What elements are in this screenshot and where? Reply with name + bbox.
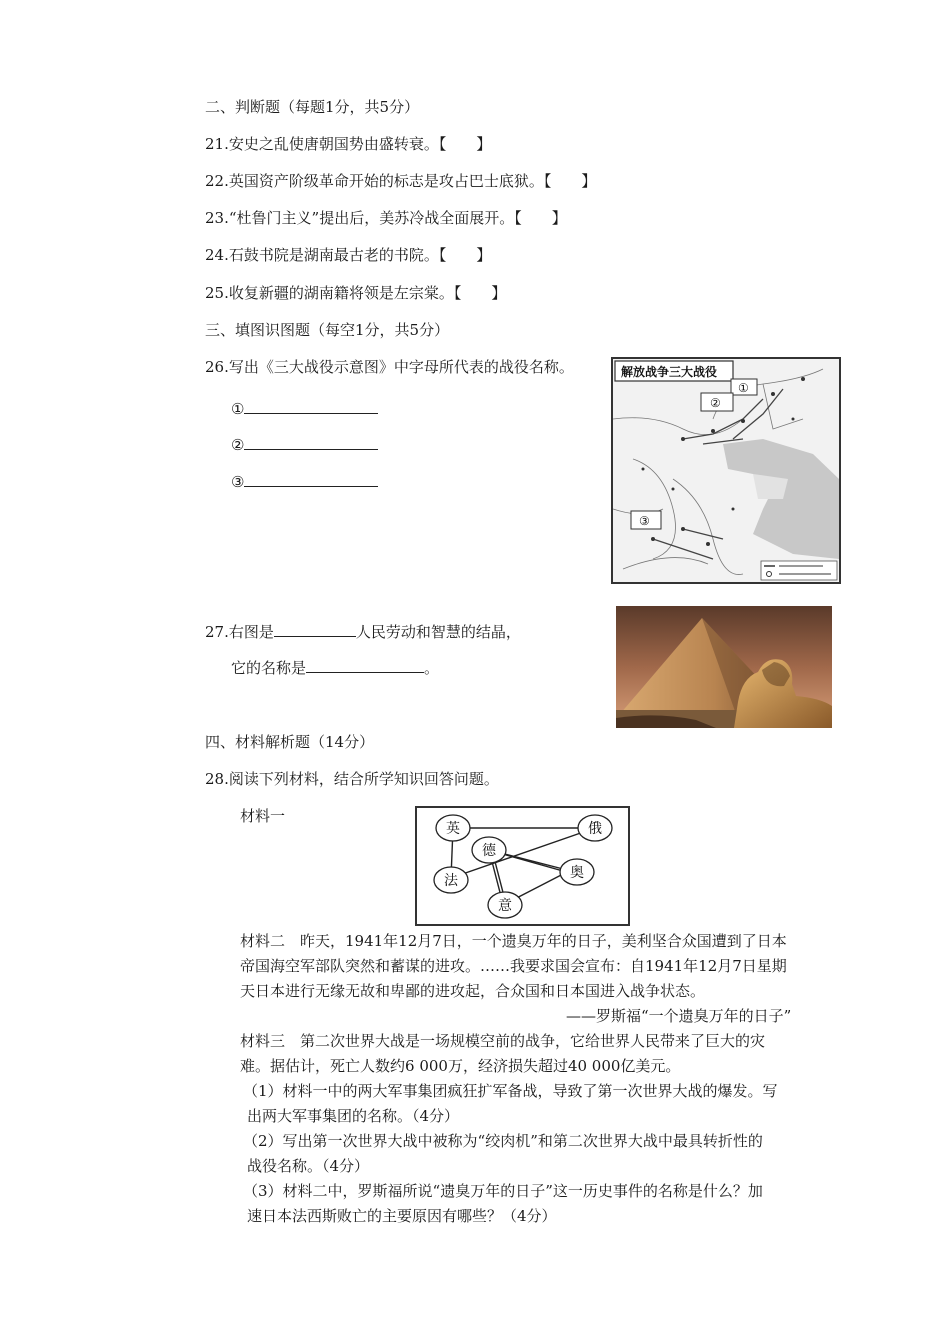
- section-2-heading: 二、判断题（每题1分，共5分）: [205, 98, 420, 116]
- subquestion-1-line-2: 出两大军事集团的名称。（4分）: [247, 1107, 460, 1125]
- section-3-heading: 三、填图识图题（每空1分，共5分）: [205, 321, 450, 339]
- question-27-line2: [231, 656, 439, 678]
- map-label-1: ①: [738, 381, 749, 395]
- alliance-diagram: [415, 806, 630, 926]
- question-27: [205, 620, 521, 642]
- question-23: 23.“杜鲁门主义”提出后，美苏冷战全面展开。【 】: [205, 209, 567, 227]
- q27-line2-suffix: 。: [424, 659, 440, 677]
- material-2-line-2: 帝国海空军部队突然和蓄谋的进攻。……我要求国会宣布：自1941年12月7日星期: [240, 957, 787, 975]
- map-label-3: ③: [639, 514, 650, 528]
- q27-line2-prefix: 它的名称是: [231, 659, 307, 677]
- pyramid-sphinx-photo: [616, 606, 832, 728]
- subquestion-2-line-2: 战役名称。（4分）: [247, 1157, 370, 1175]
- node-france: 法: [444, 873, 458, 889]
- question-21: 21.安史之乱使唐朝国势由盛转衰。【 】: [205, 135, 492, 153]
- question-25: 25.收复新疆的湖南籍将领是左宗棠。【 】: [205, 284, 507, 302]
- section-4-heading: 四、材料解析题（14分）: [205, 733, 375, 751]
- three-campaigns-map: [611, 357, 841, 584]
- map-title: 解放战争三大战役: [621, 365, 718, 379]
- node-italy: 意: [498, 898, 512, 914]
- subquestion-3-line-2: 速日本法西斯败亡的主要原因有哪些？（4分）: [247, 1207, 557, 1225]
- q27-suffix: 人民劳动和智慧的结晶，: [355, 623, 521, 641]
- q27-prefix: 27.右图是: [205, 623, 274, 641]
- blank-3-label: ③: [231, 473, 245, 491]
- material-3-line-1: 材料三 第二次世界大战是一场规模空前的战争，它给世界人民带来了巨大的灾: [240, 1032, 766, 1050]
- material-2-line-3: 天日本进行无缘无故和卑鄙的进攻起，合众国和日本国进入战争状态。: [240, 982, 706, 1000]
- material-2-source: ——罗斯福“一个遗臭万年的日子”: [566, 1007, 792, 1025]
- question-26: 26.写出《三大战役示意图》中字母所代表的战役名称。: [205, 358, 574, 376]
- material-3-line-2: 难。据估计，死亡人数约6 000万，经济损失超过40 000亿美元。: [240, 1057, 681, 1075]
- map-label-2: ②: [710, 396, 721, 410]
- question-22: 22.英国资产阶级革命开始的标志是攻占巴士底狱。【 】: [205, 172, 597, 190]
- subquestion-3-line-1: （3）材料二中，罗斯福所说“遗臭万年的日子”这一历史事件的名称是什么？加: [243, 1182, 763, 1200]
- subquestion-1-line-1: （1）材料一中的两大军事集团疯狂扩军备战，导致了第一次世界大战的爆发。写: [243, 1082, 778, 1100]
- material-2-line-1: 材料二 昨天，1941年12月7日，一个遗臭万年的日子，美利坚合众国遭到了日本: [240, 932, 787, 950]
- node-uk: 英: [446, 821, 460, 837]
- blank-2-label: ②: [231, 436, 245, 454]
- material-1-label: 材料一: [240, 807, 286, 825]
- node-russia: 俄: [588, 821, 602, 837]
- question-28: 28.阅读下列材料，结合所学知识回答问题。: [205, 770, 499, 788]
- q27-blank-people[interactable]: [274, 620, 356, 637]
- blank-1-label: ①: [231, 400, 245, 418]
- answer-blank-3[interactable]: [231, 470, 378, 492]
- answer-blank-1[interactable]: [231, 397, 378, 419]
- q27-blank-name[interactable]: [306, 656, 424, 673]
- subquestion-2-line-1: （2）写出第一次世界大战中被称为“绞肉机”和第二次世界大战中最具转折性的: [243, 1132, 763, 1150]
- node-austria: 奥: [570, 865, 584, 881]
- question-24: 24.石鼓书院是湖南最古老的书院。【 】: [205, 246, 492, 264]
- node-germany: 德: [482, 843, 496, 859]
- answer-blank-2[interactable]: [231, 433, 378, 455]
